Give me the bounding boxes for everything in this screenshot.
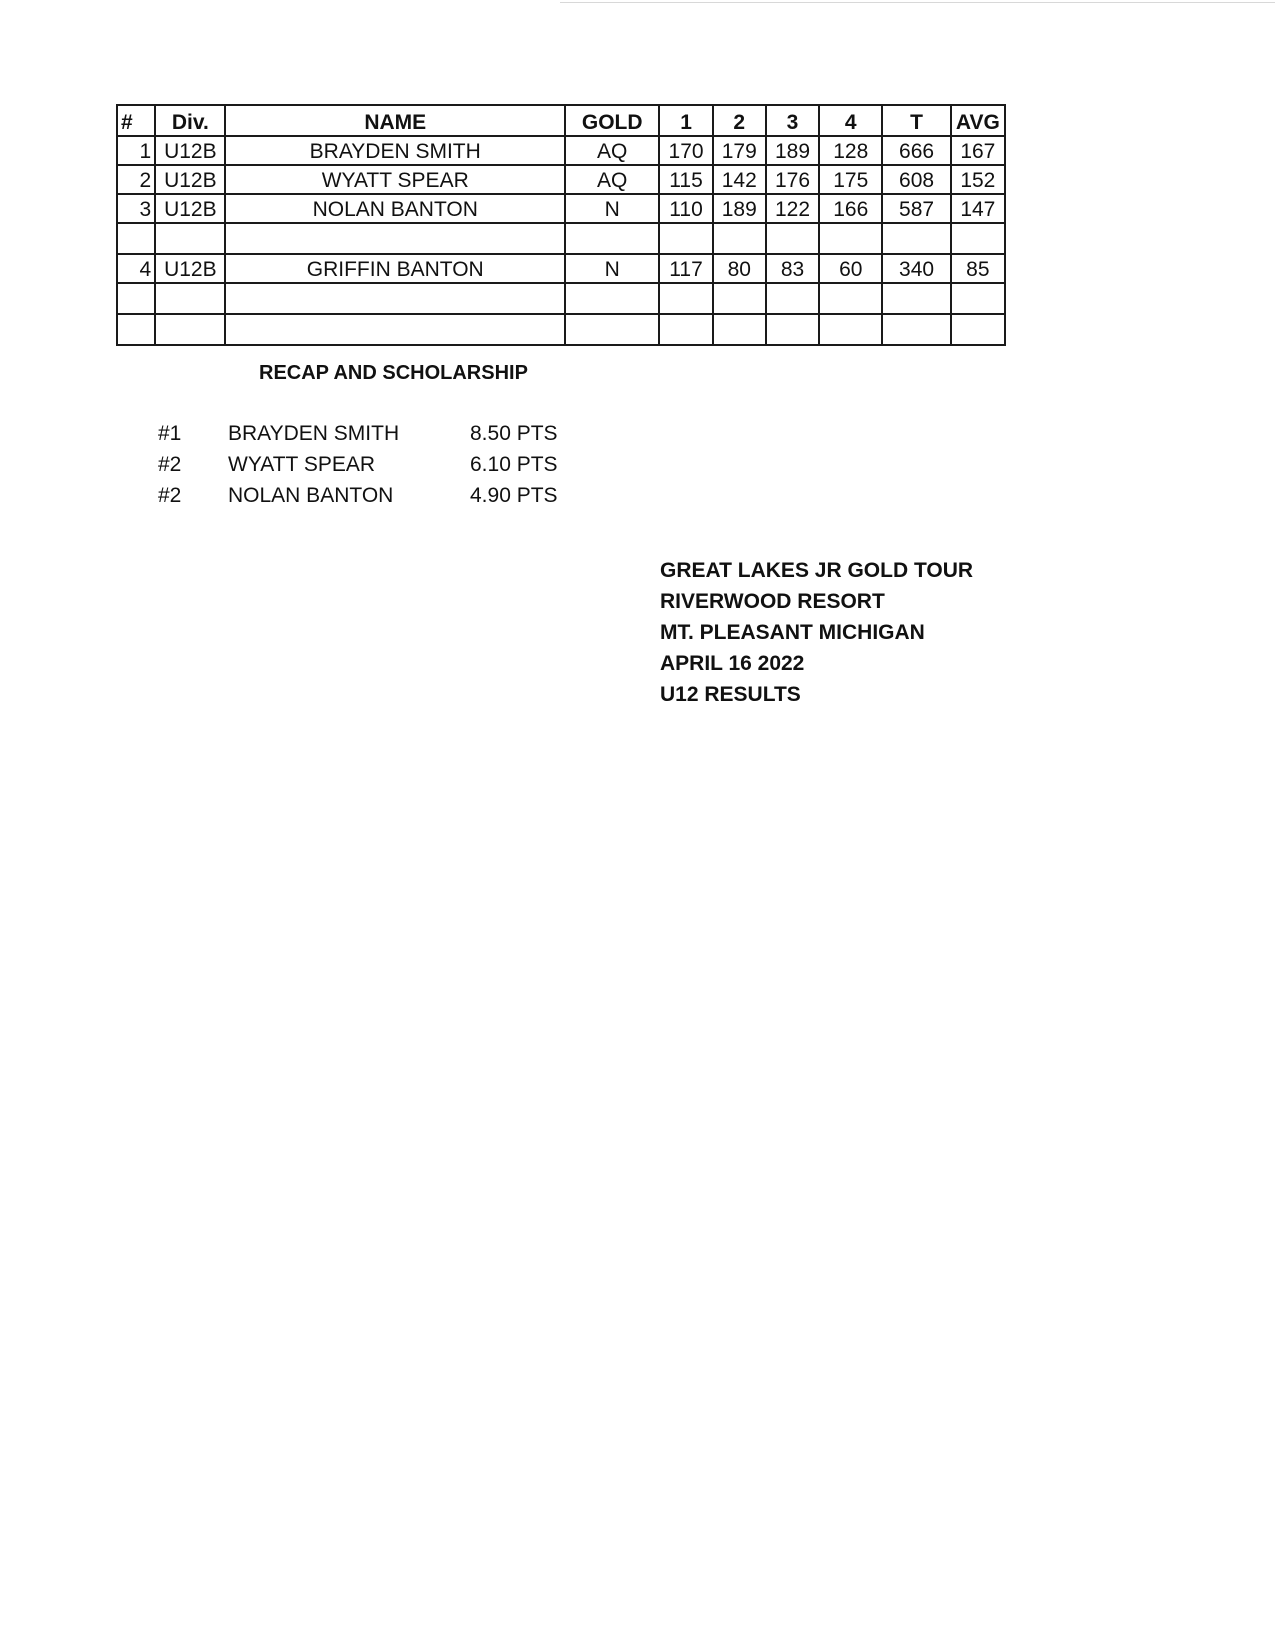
recap-rank: #2 [158,453,182,476]
cell-rank: 4 [117,254,155,283]
event-venue: RIVERWOOD RESORT [660,590,885,613]
cell-empty [565,314,659,345]
header-round-1: 1 [659,105,712,136]
cell-division: U12B [155,254,225,283]
cell-rank: 1 [117,136,155,165]
recap-rank: #2 [158,484,182,507]
cell-empty [225,223,565,254]
cell-round-3: 122 [766,194,819,223]
cell-round-2: 142 [713,165,766,194]
cell-total: 587 [882,194,950,223]
cell-name: BRAYDEN SMITH [225,136,565,165]
table-row [117,254,1005,283]
cell-average: 152 [951,165,1005,194]
cell-empty [155,314,225,345]
recap-points: 6.10 PTS [470,453,558,476]
cell-empty [766,223,819,254]
cell-empty [659,283,712,314]
header-round-2: 2 [713,105,766,136]
header-total: T [882,105,950,136]
cell-rank: 2 [117,165,155,194]
cell-gold: AQ [565,165,659,194]
recap-name: WYATT SPEAR [228,453,376,476]
cell-gold: AQ [565,136,659,165]
cell-empty [565,223,659,254]
cell-empty [766,283,819,314]
cell-round-4: 166 [819,194,882,223]
header-division: Div. [155,105,225,136]
results-table [116,104,1006,346]
header-name: NAME [225,105,565,136]
cell-average: 85 [951,254,1005,283]
cell-round-2: 80 [713,254,766,283]
header-round-3: 3 [766,105,819,136]
cell-name: GRIFFIN BANTON [225,254,565,283]
header-gold: GOLD [565,105,659,136]
cell-division: U12B [155,194,225,223]
recap-points: 8.50 PTS [470,422,558,445]
cell-round-4: 175 [819,165,882,194]
cell-empty [659,314,712,345]
recap-name: NOLAN BANTON [228,484,394,507]
cell-round-4: 128 [819,136,882,165]
cell-empty [155,223,225,254]
cell-round-1: 115 [659,165,712,194]
cell-total: 666 [882,136,950,165]
event-tour: GREAT LAKES JR GOLD TOUR [660,559,974,582]
cell-round-4: 60 [819,254,882,283]
cell-empty [659,223,712,254]
event-date: APRIL 16 2022 [660,652,805,675]
cell-empty [155,283,225,314]
cell-round-2: 179 [713,136,766,165]
cell-average: 147 [951,194,1005,223]
recap-title: RECAP AND SCHOLARSHIP [259,362,528,384]
cell-round-1: 117 [659,254,712,283]
cell-gold: N [565,254,659,283]
cell-round-1: 110 [659,194,712,223]
cell-name: NOLAN BANTON [225,194,565,223]
cell-empty [951,314,1005,345]
table-row [117,136,1005,165]
cell-empty [951,283,1005,314]
cell-average: 167 [951,136,1005,165]
cell-empty [713,223,766,254]
cell-round-3: 176 [766,165,819,194]
event-results-label: U12 RESULTS [660,683,801,706]
cell-round-3: 189 [766,136,819,165]
table-row-empty [117,314,1005,345]
cell-empty [713,283,766,314]
event-info [660,555,973,710]
cell-name: WYATT SPEAR [225,165,565,194]
cell-empty [819,283,882,314]
cell-empty [713,314,766,345]
cell-round-2: 189 [713,194,766,223]
cell-division: U12B [155,165,225,194]
cell-empty [117,223,155,254]
recap-rank: #1 [158,422,182,445]
cell-rank: 3 [117,194,155,223]
cell-empty [882,314,950,345]
cell-empty [766,314,819,345]
cell-empty [117,314,155,345]
table-header-row [117,105,1005,136]
cell-division: U12B [155,136,225,165]
table-row-empty [117,283,1005,314]
table-row [117,165,1005,194]
event-location: MT. PLEASANT MICHIGAN [660,621,925,644]
cell-round-3: 83 [766,254,819,283]
cell-empty [882,223,950,254]
header-round-4: 4 [819,105,882,136]
header-rank: # [117,105,155,136]
recap-points: 4.90 PTS [470,484,558,507]
cell-empty [819,314,882,345]
cell-empty [951,223,1005,254]
cell-empty [225,314,565,345]
cell-round-1: 170 [659,136,712,165]
cell-total: 608 [882,165,950,194]
recap-name: BRAYDEN SMITH [228,422,400,445]
cell-empty [819,223,882,254]
cell-gold: N [565,194,659,223]
scan-edge-line [560,2,1275,3]
table-row [117,194,1005,223]
cell-empty [225,283,565,314]
header-average: AVG [951,105,1005,136]
cell-empty [565,283,659,314]
cell-empty [882,283,950,314]
cell-total: 340 [882,254,950,283]
cell-empty [117,283,155,314]
table-row-empty [117,223,1005,254]
